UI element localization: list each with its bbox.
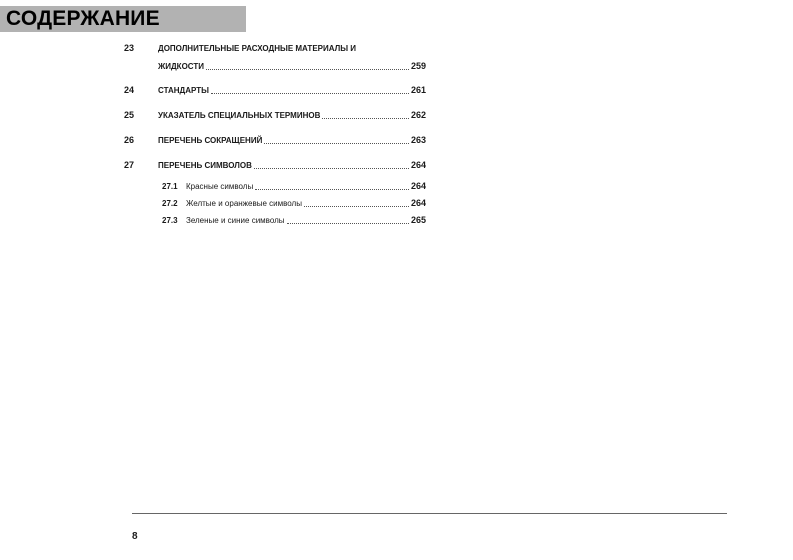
- toc-subentry-27-1[interactable]: [162, 181, 426, 192]
- page-title: СОДЕРЖАНИЕ: [6, 7, 160, 30]
- toc-entry-title-line2: ЖИДКОСТИ: [158, 62, 204, 71]
- dot-leader: [287, 223, 409, 224]
- page-number: 8: [132, 531, 138, 542]
- toc-entry-title: СТАНДАРТЫ: [158, 86, 209, 95]
- toc-subentry-title: Зеленые и синие символы: [186, 216, 285, 225]
- toc-entry-page: 263: [410, 135, 426, 145]
- header-bar: [0, 6, 246, 32]
- toc-subentry-page: 264: [410, 181, 426, 191]
- toc-entry-title: УКАЗАТЕЛЬ СПЕЦИАЛЬНЫХ ТЕРМИНОВ: [158, 111, 321, 120]
- footer-divider: [132, 513, 727, 514]
- dot-leader: [255, 189, 409, 190]
- toc-entry-23[interactable]: [158, 61, 426, 72]
- toc-entry-page: 262: [410, 110, 426, 120]
- toc-entry-page: 259: [410, 61, 426, 71]
- toc-entry-page: 261: [410, 85, 426, 95]
- toc-entry-title: ПЕРЕЧЕНЬ СОКРАЩЕНИЙ: [158, 136, 263, 145]
- toc-entry-title-line1: ДОПОЛНИТЕЛЬНЫЕ РАСХОДНЫЕ МАТЕРИАЛЫ И: [158, 44, 357, 53]
- toc-entry-26[interactable]: [158, 135, 426, 146]
- dot-leader: [206, 69, 409, 70]
- toc-entry-page: 264: [410, 160, 426, 170]
- toc-entry-number: 27: [124, 160, 135, 170]
- toc-entry-24[interactable]: [158, 85, 426, 96]
- toc-subentry-title: Желтые и оранжевые символы: [186, 199, 302, 208]
- dot-leader: [322, 118, 409, 119]
- toc-entry-number: 25: [124, 110, 135, 120]
- dot-leader: [211, 93, 409, 94]
- dot-leader: [264, 143, 409, 144]
- toc-subentry-title: Красные символы: [186, 182, 254, 191]
- toc-subentry-number: 27.3: [162, 216, 178, 225]
- toc-subentry-number: 27.1: [162, 182, 178, 191]
- toc-subentry-27-2[interactable]: [162, 198, 426, 209]
- toc-entry-27[interactable]: [158, 160, 426, 171]
- toc-entry-number: 23: [124, 43, 135, 53]
- toc-entry-number: 26: [124, 135, 135, 145]
- toc-entry-title: ПЕРЕЧЕНЬ СИМВОЛОВ: [158, 161, 252, 170]
- dot-leader: [304, 206, 409, 207]
- toc-subentry-27-3[interactable]: [162, 215, 426, 226]
- toc-entry-number: 24: [124, 85, 135, 95]
- toc-subentry-page: 265: [410, 215, 426, 225]
- toc-subentry-page: 264: [410, 198, 426, 208]
- toc-entry-25[interactable]: [158, 110, 426, 121]
- dot-leader: [254, 168, 409, 169]
- toc-subentry-number: 27.2: [162, 199, 178, 208]
